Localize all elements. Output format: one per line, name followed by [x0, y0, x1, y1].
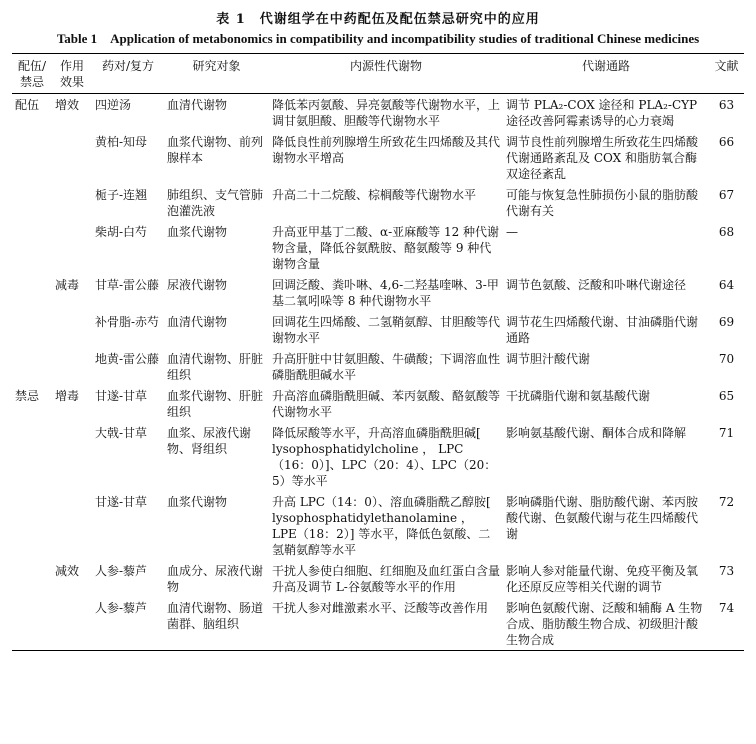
- table-row: [12, 274, 744, 311]
- header-object: 研究对象: [164, 54, 269, 94]
- cell-pair: 人参-藜芦: [95, 564, 148, 578]
- header-metabolites: 内源性代谢物: [269, 54, 503, 94]
- cell-pair: 柴胡-白芍: [95, 225, 148, 239]
- metabonomics-table: [12, 53, 744, 651]
- cell-effect: [52, 422, 92, 491]
- cell-group: [12, 491, 52, 560]
- cell-ref: 67: [718, 188, 735, 202]
- cell-effect: 减毒: [55, 278, 80, 292]
- table-title-english: Table 1 Application of metabonomics in compatibility and incompatibility studies of traditional Chinese medicines: [56, 31, 700, 46]
- cell-object: 血清代谢物、肝脏组织: [167, 352, 264, 382]
- table-row: [12, 348, 744, 385]
- cell-group: [12, 311, 52, 348]
- cell-ref: 70: [718, 352, 735, 366]
- cell-pathways: 调节色氨酸、泛酸和卟啉代谢途径: [506, 278, 687, 292]
- header-effect: 作用效果: [52, 54, 92, 94]
- cell-pair: 地黄-雷公藤: [95, 352, 160, 366]
- cell-pathways: 影响色氨酸代谢、泛酸和辅酶 A 生物合成、脂肪酸生物合成、初级胆汁酸生物合成: [506, 601, 703, 647]
- cell-effect: [52, 221, 92, 274]
- cell-object: 血浆代谢物: [167, 495, 228, 509]
- cell-ref: 71: [718, 426, 735, 440]
- cell-metabolites: 降低良性前列腺增生所致花生四烯酸及其代谢物水平增高: [272, 135, 501, 165]
- table-body: [12, 94, 744, 651]
- cell-group: [12, 422, 52, 491]
- cell-effect: [52, 597, 92, 651]
- cell-pair: 甘遂-甘草: [95, 495, 148, 509]
- cell-pathways: 调节胆汁酸代谢: [506, 352, 591, 366]
- table-row: [12, 221, 744, 274]
- cell-effect: [52, 131, 92, 184]
- cell-ref: 73: [718, 564, 735, 578]
- cell-object: 血浆代谢物: [167, 225, 228, 239]
- table-row: [12, 597, 744, 651]
- cell-pair: 人参-藜芦: [95, 601, 148, 615]
- cell-ref: 74: [718, 601, 735, 615]
- cell-object: 血浆代谢物、肝脏组织: [167, 389, 264, 419]
- cell-group: [12, 131, 52, 184]
- cell-object: 血浆代谢物、前列腺样本: [167, 135, 264, 165]
- cell-ref: 69: [718, 315, 735, 329]
- cell-pathways: 可能与恢复急性肺损伤小鼠的脂肪酸代谢有关: [506, 188, 699, 218]
- cell-pathways: 影响氨基酸代谢、酮体合成和降解: [506, 426, 687, 440]
- cell-metabolites: 升高溶血磷脂酰胆碱、苯丙氨酸、酪氨酸等代谢物水平: [272, 389, 501, 419]
- cell-metabolites: 干扰人参使白细胞、红细胞及血红蛋白含量升高及调节 L-谷氨酸等水平的作用: [272, 564, 501, 594]
- cell-pair: 甘遂-甘草: [95, 389, 148, 403]
- header-pair: 药对/复方: [92, 54, 164, 94]
- cell-object: 血清代谢物、肠道菌群、脑组织: [167, 601, 264, 631]
- cell-metabolites: 降低尿酸等水平，升高溶血磷脂酰胆碱[ lysophosphatidylcholine ， LPC（16：0）]、LPC（20：4）、LPC（20：5）等水平: [272, 426, 497, 488]
- cell-pathways: 影响磷脂代谢、脂肪酸代谢、苯丙胺酸代谢、色氨酸代谢与花生四烯酸代谢: [506, 495, 699, 541]
- cell-effect: [52, 311, 92, 348]
- cell-group: 禁忌: [15, 389, 40, 403]
- cell-group: [12, 184, 52, 221]
- header-pathways: 代谢通路: [503, 54, 709, 94]
- cell-pathways: 调节良性前列腺增生所致花生四烯酸代谢通路紊乱及 COX 和脂肪氧合酶双途径紊乱: [506, 135, 699, 181]
- cell-ref: 72: [718, 495, 735, 509]
- cell-pair: 补骨脂-赤芍: [95, 315, 160, 329]
- cell-effect: [52, 184, 92, 221]
- cell-pathways: 调节花生四烯酸代谢、甘油磷脂代谢通路: [506, 315, 699, 345]
- table-row: [12, 560, 744, 597]
- cell-object: 血清代谢物: [167, 98, 228, 112]
- cell-pathways: 影响人参对能量代谢、免疫平衡及氧化还原反应等相关代谢的调节: [506, 564, 699, 594]
- cell-effect: 增效: [55, 98, 80, 112]
- cell-group: [12, 274, 52, 311]
- cell-effect: [52, 491, 92, 560]
- cell-ref: 65: [718, 389, 735, 403]
- table-row: [12, 184, 744, 221]
- cell-ref: 66: [718, 135, 735, 149]
- table-row: [12, 491, 744, 560]
- cell-object: 血清代谢物: [167, 315, 228, 329]
- cell-object: 血成分、尿液代谢物: [167, 564, 264, 594]
- cell-group: 配伍: [15, 98, 40, 112]
- cell-metabolites: 升高二十二烷酸、棕榈酸等代谢物水平: [272, 188, 477, 202]
- cell-pathways: 干扰磷脂代谢和氨基酸代谢: [506, 389, 651, 403]
- cell-metabolites: 升高肝脏中甘氨胆酸、牛磺酸；下调溶血性磷脂酰胆碱水平: [272, 352, 501, 382]
- cell-metabolites: 回调花生四烯酸、二氢鞘氨醇、甘胆酸等代谢物水平: [272, 315, 501, 345]
- cell-ref: 64: [718, 278, 735, 292]
- cell-pair: 大戟-甘草: [95, 426, 148, 440]
- cell-ref: 68: [718, 225, 735, 239]
- header-group: 配伍/禁忌: [12, 54, 52, 94]
- cell-pathways: 调节 PLA₂-COX 途径和 PLA₂-CYP 途径改善阿霉素诱导的心力衰竭: [506, 98, 698, 128]
- cell-metabolites: 干扰人参对雌激素水平、泛酸等改善作用: [272, 601, 489, 615]
- table-row: [12, 385, 744, 422]
- table-row: [12, 94, 744, 132]
- cell-object: 血浆、尿液代谢物、肾组织: [167, 426, 252, 456]
- cell-pair: 甘草-雷公藤: [95, 278, 160, 292]
- cell-effect: 减效: [55, 564, 80, 578]
- cell-object: 肺组织、支气管肺泡灌洗液: [167, 188, 264, 218]
- cell-metabolites: 降低苯丙氨酸、异亮氨酸等代谢物水平，上调甘氨胆酸、胆酸等代谢物水平: [272, 98, 501, 128]
- cell-pathways: —: [506, 225, 518, 239]
- table-row: [12, 131, 744, 184]
- table-header-row: [12, 54, 744, 94]
- cell-pair: 栀子-连翘: [95, 188, 148, 202]
- cell-effect: [52, 348, 92, 385]
- cell-pair: 黄柏-知母: [95, 135, 148, 149]
- cell-group: [12, 221, 52, 274]
- cell-metabolites: 升高 LPC（14：0）、溶血磷脂酰乙醇胺[ lysophosphatidylethanolamine ， LPE（18：2）] 等水平，降低色氨酸、二氢鞘氨醇等水平: [272, 495, 491, 557]
- cell-ref: 63: [718, 98, 735, 112]
- cell-metabolites: 回调泛酸、粪卟啉、4,6-二羟基喹啉、3-甲基二氧吲哚等 8 种代谢物水平: [272, 278, 499, 308]
- table-title-chinese: 表 1 代谢组学在中药配伍及配伍禁忌研究中的应用: [216, 12, 540, 27]
- table-row: [12, 422, 744, 491]
- cell-group: [12, 348, 52, 385]
- table-row: [12, 311, 744, 348]
- cell-effect: 增毒: [55, 389, 80, 403]
- cell-object: 尿液代谢物: [167, 278, 228, 292]
- cell-group: [12, 560, 52, 597]
- header-ref: 文献: [709, 54, 744, 94]
- cell-metabolites: 升高亚甲基丁二酸、α-亚麻酸等 12 种代谢物含量，降低谷氨酰胺、酪氨酸等 9 种代谢物含量: [272, 225, 500, 271]
- cell-pair: 四逆汤: [95, 98, 132, 112]
- cell-group: [12, 597, 52, 651]
